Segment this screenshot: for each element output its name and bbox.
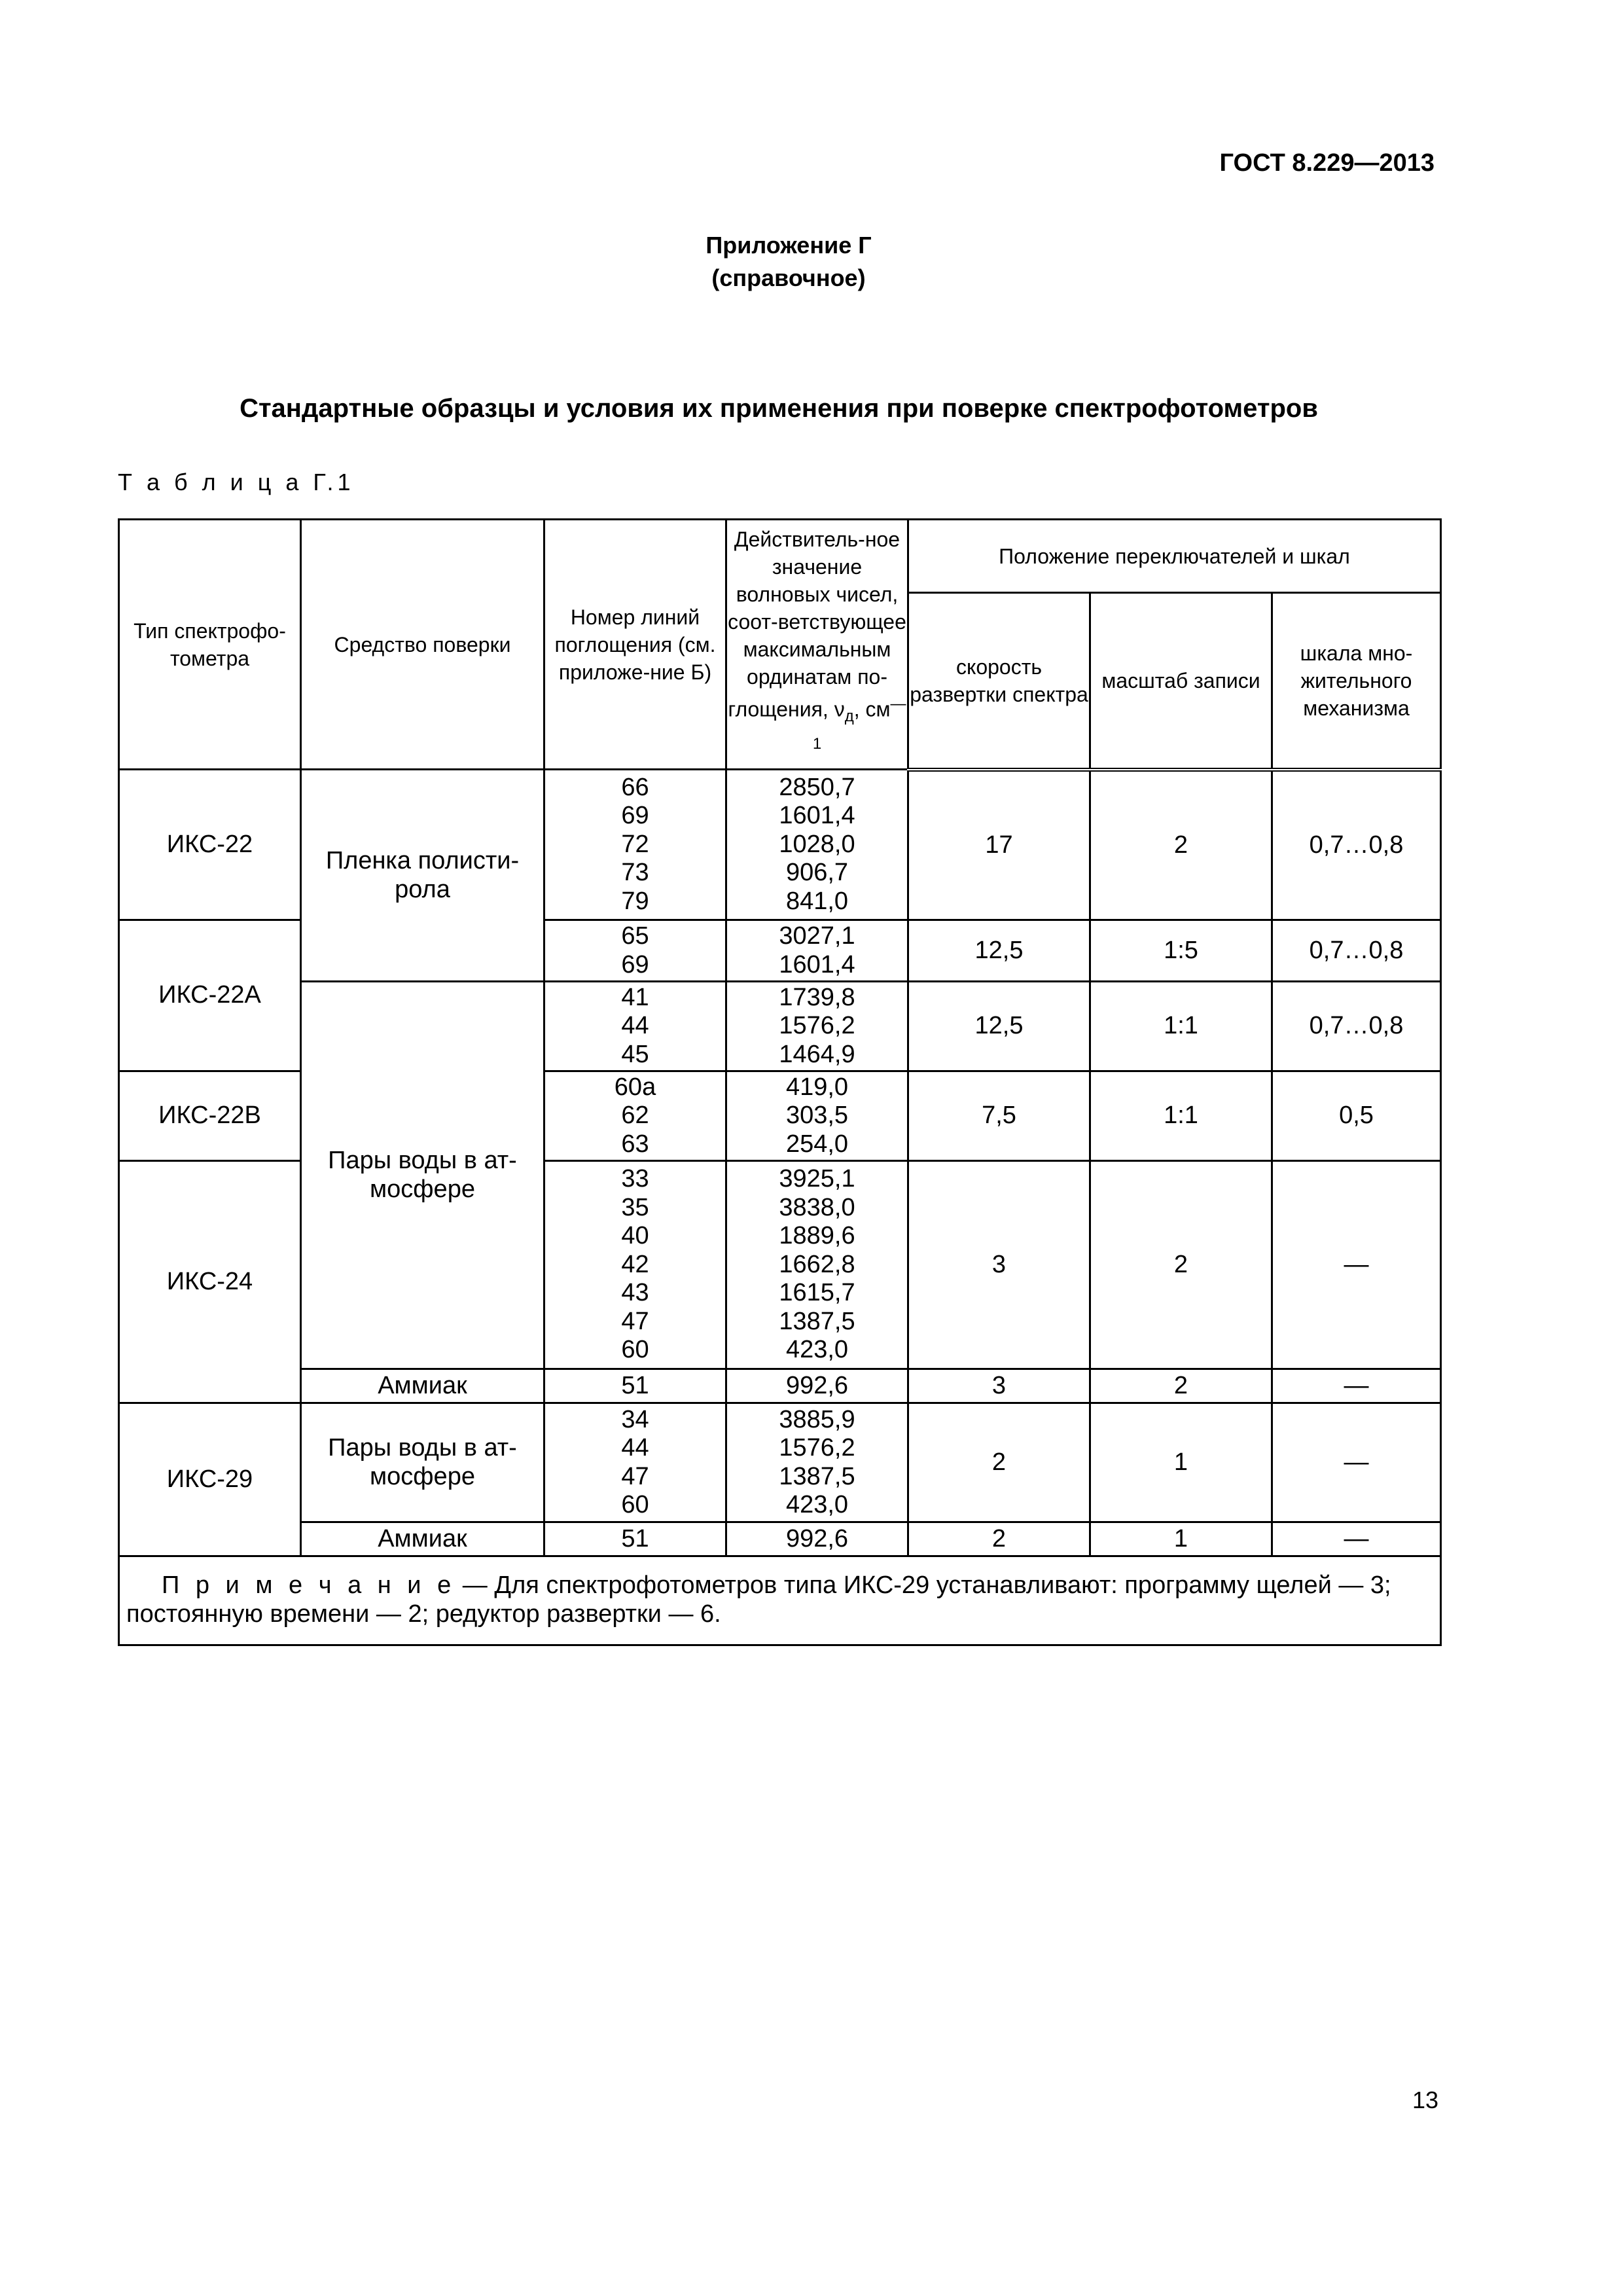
means-ammonia: Аммиак: [301, 1522, 544, 1556]
header-mech: шкала мно-жительного механизма: [1272, 593, 1441, 770]
type-iks-22: ИКС-22: [119, 770, 301, 920]
appendix-title: Приложение Г: [705, 232, 872, 259]
line-num: 35: [621, 1193, 649, 1221]
line-num: 60: [621, 1491, 649, 1518]
wavenumber: 423,0: [785, 1491, 849, 1518]
speed-cell: 7,5: [908, 1071, 1090, 1161]
lines-cell: [544, 770, 726, 920]
line-num: 40: [621, 1222, 649, 1250]
standards-table: [118, 518, 1442, 1646]
mech-cell: 0,7…0,8: [1272, 920, 1441, 982]
mech-cell: —: [1272, 1369, 1441, 1403]
wavenumber: 3838,0: [779, 1193, 855, 1221]
line-num: 72: [621, 830, 649, 858]
lines-cell: [544, 1071, 726, 1161]
line-num: 43: [621, 1279, 649, 1307]
header-speed: скорость развертки спектра: [908, 593, 1090, 770]
line-num: 34: [621, 1405, 649, 1433]
appendix-heading: [0, 229, 1577, 295]
wavenumber: 1387,5: [779, 1462, 855, 1490]
line-num: 60: [621, 1336, 649, 1364]
line-num: 47: [621, 1307, 649, 1335]
wavenumber: 1662,8: [779, 1250, 855, 1278]
header-type: Тип спектрофо-тометра: [119, 520, 301, 770]
header-value-unit: , см: [853, 697, 891, 721]
values-cell: 992,6: [726, 1522, 908, 1556]
scale-cell: 2: [1090, 1369, 1272, 1403]
speed-cell: 12,5: [908, 920, 1090, 982]
wavenumber: 419,0: [785, 1073, 849, 1101]
speed-cell: 12,5: [908, 982, 1090, 1071]
scale-cell: 1:1: [1090, 1071, 1272, 1161]
scale-cell: 1:1: [1090, 982, 1272, 1071]
values-cell: [726, 920, 908, 982]
wavenumber: 1387,5: [779, 1307, 855, 1335]
lines-cell: 51: [544, 1522, 726, 1556]
speed-cell: 3: [908, 1161, 1090, 1369]
line-num: 41: [621, 983, 649, 1011]
line-num: 62: [621, 1102, 649, 1130]
header-position: Положение переключателей и шкал: [908, 520, 1441, 593]
line-num: 33: [621, 1165, 649, 1193]
wavenumber: 906,7: [785, 859, 849, 887]
scale-cell: 2: [1090, 770, 1272, 920]
speed-cell: 17: [908, 770, 1090, 920]
mech-cell: —: [1272, 1522, 1441, 1556]
line-num: 73: [621, 859, 649, 887]
type-iks-29: ИКС-29: [119, 1403, 301, 1556]
wavenumber: 1028,0: [779, 830, 855, 858]
values-cell: 992,6: [726, 1369, 908, 1403]
type-iks-22a: ИКС-22А: [119, 920, 301, 1071]
wavenumber: 1889,6: [779, 1222, 855, 1250]
wavenumber: 423,0: [785, 1336, 849, 1364]
speed-cell: 2: [908, 1403, 1090, 1522]
wavenumber: 2850,7: [779, 773, 855, 801]
values-cell: [726, 1161, 908, 1369]
lines-cell: [544, 1161, 726, 1369]
wavenumber: 1464,9: [779, 1040, 855, 1068]
table-note: [119, 1556, 1441, 1645]
scale-cell: 2: [1090, 1161, 1272, 1369]
values-cell: [726, 1071, 908, 1161]
header-lines: Номер линий поглощения (см. приложе-ние Б): [544, 520, 726, 770]
wavenumber: 254,0: [785, 1130, 849, 1158]
line-num: 44: [621, 1434, 649, 1462]
wavenumber: 3885,9: [779, 1405, 855, 1433]
appendix-subtitle: (справочное): [711, 264, 866, 291]
wavenumber: 1601,4: [779, 950, 855, 978]
table-caption: Т а б л и ц а Г.1: [118, 469, 355, 495]
line-num: 44: [621, 1012, 649, 1040]
line-num: 47: [621, 1462, 649, 1490]
header-value: [726, 520, 908, 770]
wavenumber: 3027,1: [779, 922, 855, 950]
means-water: Пары воды в ат-мосфере: [301, 1403, 544, 1522]
scale-cell: 1:5: [1090, 920, 1272, 982]
scale-cell: 1: [1090, 1522, 1272, 1556]
mech-cell: 0,7…0,8: [1272, 770, 1441, 920]
mech-cell: —: [1272, 1403, 1441, 1522]
header-means: Средство поверки: [301, 520, 544, 770]
line-num: 65: [621, 922, 649, 950]
wavenumber: 1576,2: [779, 1012, 855, 1040]
lines-cell: [544, 920, 726, 982]
line-num: 69: [621, 950, 649, 978]
means-film: Пленка полисти-рола: [301, 770, 544, 982]
line-num: 42: [621, 1250, 649, 1278]
wavenumber: 1601,4: [779, 802, 855, 830]
header-value-sub: д: [844, 708, 854, 726]
line-num: 66: [621, 773, 649, 801]
speed-cell: 2: [908, 1522, 1090, 1556]
wavenumber: 1615,7: [779, 1279, 855, 1307]
values-cell: [726, 1403, 908, 1522]
document-code: ГОСТ 8.229—2013: [1219, 149, 1435, 177]
line-num: 45: [621, 1040, 649, 1068]
page-number: 13: [1412, 2087, 1438, 2113]
wavenumber: 1739,8: [779, 983, 855, 1011]
header-scale: масштаб записи: [1090, 593, 1272, 770]
mech-cell: —: [1272, 1161, 1441, 1369]
wavenumber: 1576,2: [779, 1434, 855, 1462]
wavenumber: 3925,1: [779, 1165, 855, 1193]
line-num: 63: [621, 1130, 649, 1158]
type-iks-24: ИКС-24: [119, 1161, 301, 1403]
wavenumber: 841,0: [785, 887, 849, 915]
mech-cell: 0,7…0,8: [1272, 982, 1441, 1071]
values-cell: [726, 770, 908, 920]
line-num: 60а: [614, 1073, 656, 1101]
scale-cell: 1: [1090, 1403, 1272, 1522]
lines-cell: [544, 982, 726, 1071]
mech-cell: 0,5: [1272, 1071, 1441, 1161]
type-iks-22v: ИКС-22В: [119, 1071, 301, 1161]
lines-cell: [544, 1403, 726, 1522]
line-num: 79: [621, 887, 649, 915]
values-cell: [726, 982, 908, 1071]
line-num: 69: [621, 802, 649, 830]
means-ammonia: Аммиак: [301, 1369, 544, 1403]
lines-cell: 51: [544, 1369, 726, 1403]
wavenumber: 303,5: [785, 1102, 849, 1130]
page-title: Стандартные образцы и условия их применения при поверке спектрофотометров: [240, 394, 1318, 423]
header-value-sup: — 1: [812, 695, 906, 753]
speed-cell: 3: [908, 1369, 1090, 1403]
note-label: П р и м е ч а н и е: [162, 1571, 456, 1599]
means-water: Пары воды в ат-мосфере: [301, 982, 544, 1369]
header-value-text: Действитель-ное значение волновых чисел, соот-ветствующее максимальным ординатам по-глощения, ν: [728, 528, 906, 721]
note-text: — Для спектрофотометров типа ИКС-29 устанавливают: программу щелей — 3; постоянную времени — 2; редуктор развертки — 6.: [126, 1571, 1391, 1628]
